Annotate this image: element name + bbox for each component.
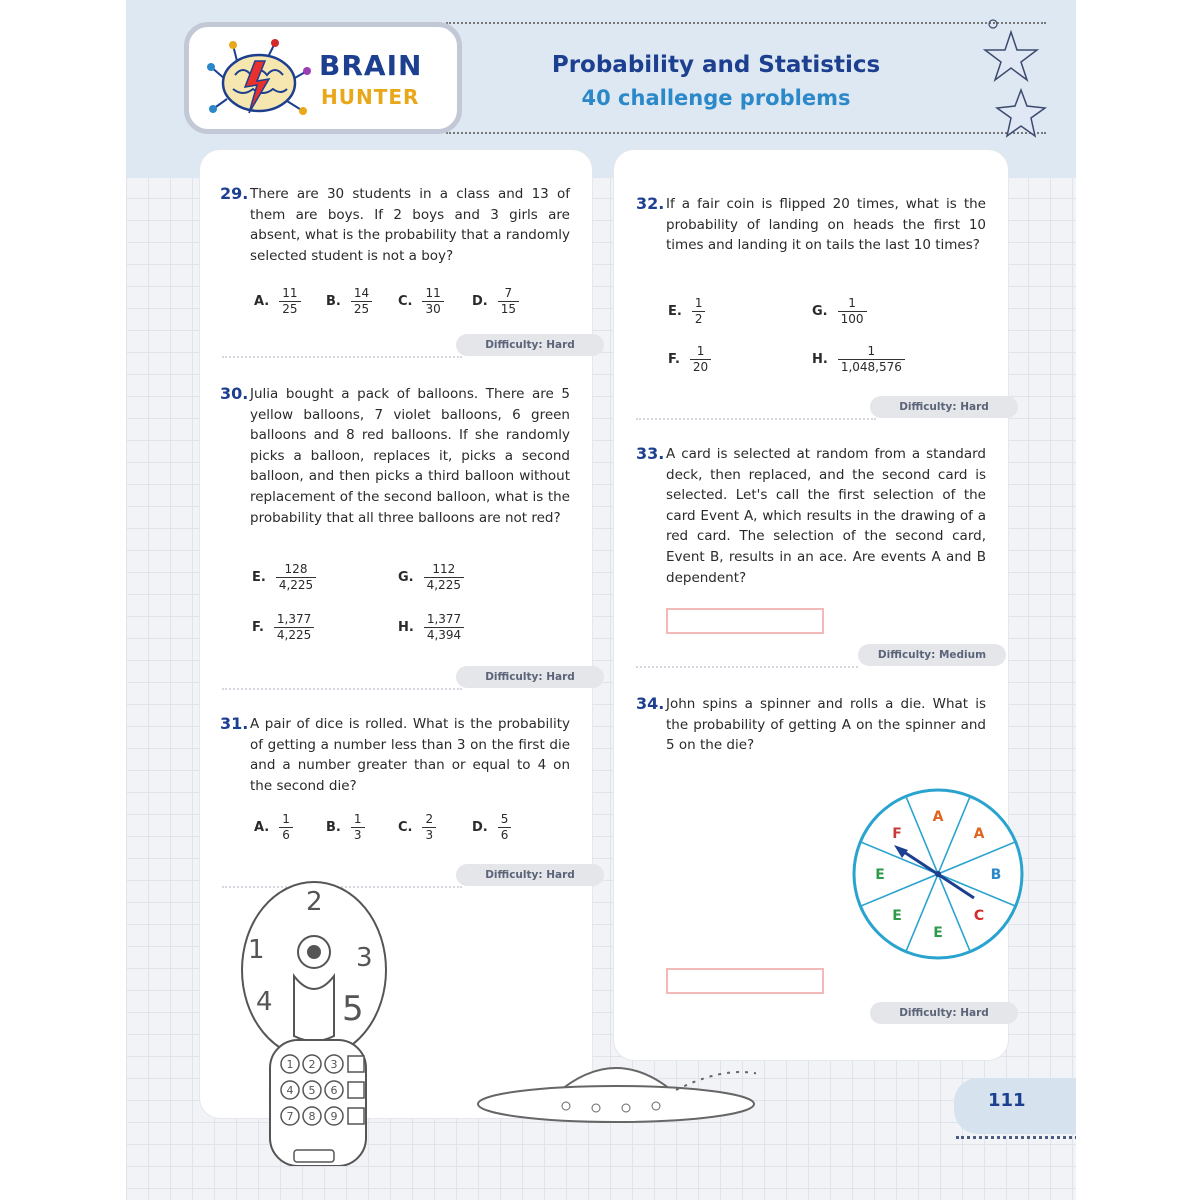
question-text: A pair of dice is rolled. What is the probability of getting a number less than 3 on the first die and a number greater than or equal to 4 on the second die? — [250, 716, 570, 794]
logo-subtitle: HUNTER — [321, 85, 420, 109]
divider — [222, 688, 462, 690]
robot-key-label: 2 — [308, 1058, 316, 1071]
question-number: 32. — [636, 194, 665, 213]
option-30-f[interactable]: F. $\frac{1,377}{4,225}$ — [252, 612, 314, 643]
option-30-h[interactable]: H. $\frac{1,377}{4,394}$ — [398, 612, 464, 643]
robot-number: 2 — [306, 887, 323, 917]
page-number: 111 — [988, 1090, 1026, 1111]
robot-operator-key — [348, 1108, 364, 1124]
spinner-label: C — [973, 908, 985, 924]
option-31-b[interactable]: B. $\frac{1}{3}$ — [326, 812, 365, 843]
spinner-label: E — [933, 925, 943, 941]
option-32-h[interactable]: H. $\frac{1}{1,048,576}$ — [812, 344, 905, 375]
robot-key-label: 8 — [308, 1110, 316, 1123]
difficulty-badge: Difficulty: Hard — [870, 396, 1018, 418]
option-31-d[interactable]: D. $\frac{5}{6}$ — [472, 812, 511, 843]
robot-key-label: 6 — [330, 1084, 338, 1097]
question-number: 31. — [220, 714, 249, 733]
option-32-g[interactable]: G. $\frac{1}{100}$ — [812, 296, 867, 327]
robot-operator-key — [348, 1082, 364, 1098]
header-dotted-border — [446, 22, 1046, 134]
robot-key-label: 7 — [286, 1110, 294, 1123]
answer-box-34[interactable] — [666, 968, 824, 994]
logo-title: BRAIN — [319, 49, 423, 82]
robot-key-label: 3 — [330, 1058, 338, 1071]
ufo-doodle-icon — [476, 1060, 756, 1140]
star-doodle-icon — [971, 14, 1061, 144]
robot-operator-key — [348, 1056, 364, 1072]
spinner-label: E — [875, 867, 885, 883]
difficulty-badge: Difficulty: Medium — [858, 644, 1006, 666]
spinner-label: A — [932, 809, 944, 825]
robot-number: 4 — [256, 987, 273, 1017]
option-29-b[interactable]: B. $\frac{14}{25}$ — [326, 286, 372, 317]
spinner-label: F — [892, 826, 902, 842]
difficulty-badge: Difficulty: Hard — [456, 334, 604, 356]
option-32-f[interactable]: F. $\frac{1}{20}$ — [668, 344, 711, 375]
answer-box-33[interactable] — [666, 608, 824, 634]
question-number: 34. — [636, 694, 665, 713]
robot-number: 5 — [342, 989, 364, 1029]
right-question-column — [614, 150, 1008, 1060]
question-number: 29. — [220, 184, 249, 203]
option-30-g[interactable]: G. $\frac{112}{4,225}$ — [398, 562, 464, 593]
difficulty-badge: Difficulty: Hard — [870, 1002, 1018, 1024]
question-number: 30. — [220, 384, 249, 403]
option-31-c[interactable]: C. $\frac{2}{3}$ — [398, 812, 436, 843]
brain-icon — [207, 39, 315, 127]
spinner-label: E — [892, 908, 902, 924]
robot-key-label: 9 — [330, 1110, 338, 1123]
brain-hunter-logo — [184, 22, 462, 134]
question-text: There are 30 students in a class and 13 of them are boys. If 2 boys and 3 girls are absent, what is the probability that a randomly selected student is not a boy? — [250, 186, 570, 264]
robot-key-label: 1 — [286, 1058, 294, 1071]
option-29-a[interactable]: A. $\frac{11}{25}$ — [254, 286, 301, 317]
option-29-c[interactable]: C. $\frac{11}{30}$ — [398, 286, 444, 317]
option-32-e[interactable]: E. $\frac{1}{2}$ — [668, 296, 705, 327]
spinner-diagram — [848, 784, 1028, 964]
difficulty-badge: Difficulty: Hard — [456, 864, 604, 886]
option-29-d[interactable]: D. $\frac{7}{15}$ — [472, 286, 519, 317]
question-text: If a fair coin is flipped 20 times, what is the probability of landing on heads the first 10 times and landing it on tails the last 10 times? — [666, 196, 986, 254]
spinner-hub — [935, 871, 941, 877]
divider — [636, 666, 858, 668]
difficulty-badge: Difficulty: Hard — [456, 666, 604, 688]
option-30-e[interactable]: E. $\frac{128}{4,225}$ — [252, 562, 316, 593]
option-31-a[interactable]: A. $\frac{1}{6}$ — [254, 812, 293, 843]
question-number: 33. — [636, 444, 665, 463]
spinner-label: A — [973, 826, 985, 842]
divider — [636, 418, 876, 420]
bottom-dotted-line — [956, 1136, 1076, 1139]
divider — [222, 356, 462, 358]
spinner-label: B — [990, 867, 1002, 883]
page-title: Probability and Statistics — [551, 52, 881, 78]
robot-key-label: 4 — [286, 1084, 294, 1097]
robot-calculator-doodle — [234, 880, 394, 1166]
worksheet-page — [126, 0, 1076, 1200]
robot-number: 1 — [248, 935, 265, 965]
question-text: John spins a spinner and rolls a die. What is the probability of getting A on the spinner and 5 on the die? — [666, 696, 986, 754]
robot-key-label: 5 — [308, 1084, 316, 1097]
question-text: A card is selected at random from a standard deck, then replaced, and the second card is selected. Let's call the first selection of the card Event A, which results in the drawing of a red card. The selection of the second card, Event B, results in an ace. Are events A and B dependent? — [666, 446, 986, 586]
robot-number: 3 — [356, 943, 373, 973]
page-subtitle: 40 challenge problems — [581, 86, 851, 110]
question-text: Julia bought a pack of balloons. There are 5 yellow balloons, 7 violet balloons, 6 green balloons and 8 red balloons. If she randomly picks a balloon, replaces it, picks a second balloon, and then picks a third balloon without replacement of the second balloon, what is the probability that all three balloons are not red? — [250, 386, 570, 526]
